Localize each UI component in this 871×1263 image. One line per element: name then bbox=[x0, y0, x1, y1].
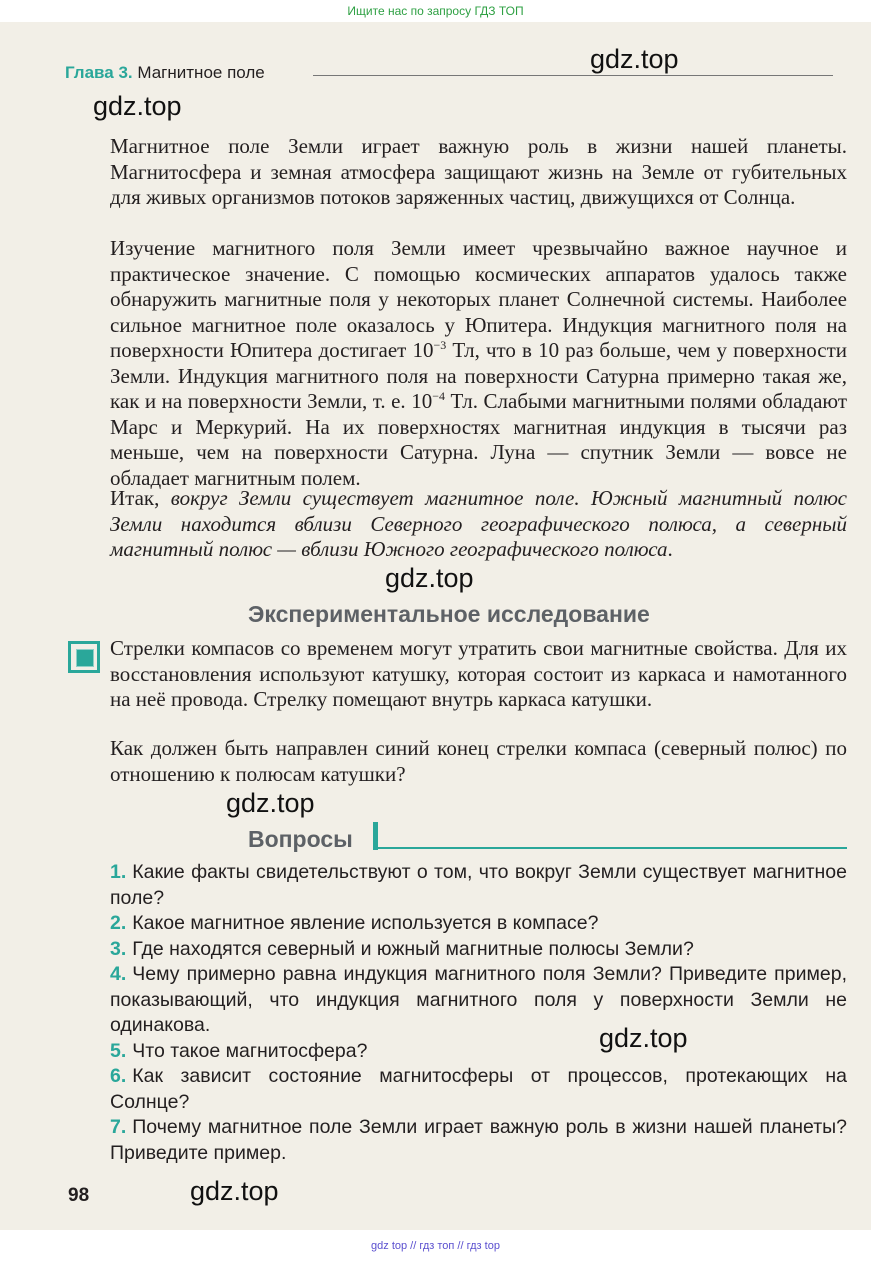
experiment-heading: Экспериментальное исследование bbox=[248, 601, 650, 627]
paragraph-2-text-c: Тл. Слабыми магнитными полями обладают Марс и Меркурий. На их поверхностях магнитная индукция в тысячи раз меньше, чем на поверхности Сатурна. Луна — спутник Земли — вовсе не обладает магнитным полем. bbox=[110, 389, 848, 490]
watermark: gdz.top bbox=[385, 563, 474, 593]
paragraph-2 bbox=[110, 236, 847, 491]
experiment-text bbox=[110, 636, 847, 713]
bottom-banner: gdz top // гдз топ // гдз top bbox=[371, 1240, 500, 1252]
paragraph-2-text-a: Изучение магнитного поля Земли имеет чрезвычайно важное научное и практическое значение. С помощью космических аппаратов удалось также обнаружить магнитные поля у некоторых планет Солнечной системы. Наиболее сильное магнитное поле оказалось у Юпитера. Индукция магнитного поля на поверхности Юпитера достигает 10 bbox=[110, 236, 847, 362]
question-text: Какое магнитное явление используется в компасе? bbox=[132, 912, 599, 934]
paragraph-3-end: . bbox=[667, 537, 673, 561]
question-text: Чему примерно равна индукция магнитного поля Земли? Приведите пример, показывающий, что индукция магнитного поля у поверхности Земли не одинакова. bbox=[110, 963, 847, 1036]
paragraph-2-text-b: Тл, что в 10 раз больше, чем у поверхности Земли. Индукция магнитного поля на поверхности Сатурна примерно такая же, как и на поверхности Земли, т. е. 10 bbox=[110, 338, 847, 413]
question-number: 4. bbox=[110, 963, 127, 985]
paragraph-1 bbox=[110, 134, 847, 211]
question-text: Что такое магнитосфера? bbox=[132, 1039, 368, 1062]
question-number: 6. bbox=[110, 1065, 127, 1087]
paragraph-3-lead: Итак, bbox=[110, 486, 171, 510]
watermark: gdz.top bbox=[226, 788, 315, 818]
watermark: gdz.top bbox=[93, 91, 182, 121]
question-text: Какие факты свидетельствуют о том, что вокруг Земли существует магнитное поле? bbox=[110, 861, 847, 909]
paragraph-3-conclusion: вокруг Земли существует магнитное поле. Южный магнитный полюс Земли находится вблизи Северного географического полюса, а северный магнитный полюс — вблизи Южного географического полюса bbox=[110, 486, 847, 561]
experiment-text-2: Как должен быть направлен синий конец стрелки компаса (северный полюс) по отношению к полюсам катушки? bbox=[110, 736, 847, 786]
list-item bbox=[110, 962, 847, 1039]
chapter-number: Глава 3. bbox=[65, 63, 133, 82]
questions-list bbox=[110, 860, 847, 1166]
paragraph-1-text: Магнитное поле Земли играет важную роль в жизни нашей планеты. Магнитосфера и земная атмосфера защищают жизнь на Земле от губительных для живых организмов потоков заряженных частиц, движущихся от Солнца. bbox=[110, 134, 847, 209]
list-item bbox=[110, 860, 847, 911]
list-item bbox=[110, 1064, 847, 1115]
experiment-question bbox=[110, 736, 847, 787]
experiment-icon bbox=[68, 641, 100, 673]
page-number: 98 bbox=[68, 1185, 90, 1206]
questions-heading-rule bbox=[373, 847, 847, 849]
question-text: Где находятся северный и южный магнитные полюсы Земли? bbox=[132, 937, 694, 960]
exponent-1: −3 bbox=[433, 338, 447, 352]
question-text: Как зависит состояние магнитосферы от процессов, протекающих на Солнце? bbox=[110, 1065, 847, 1113]
question-number: 1. bbox=[110, 861, 127, 883]
question-number: 7. bbox=[110, 1116, 127, 1138]
watermark: gdz.top bbox=[599, 1023, 688, 1053]
top-banner: Ищите нас по запросу ГДЗ ТОП bbox=[347, 4, 524, 18]
list-item bbox=[110, 1115, 847, 1166]
question-number: 3. bbox=[110, 937, 127, 960]
exponent-2: −4 bbox=[432, 389, 445, 403]
chapter-title: Магнитное поле bbox=[137, 63, 265, 82]
watermark: gdz.top bbox=[190, 1176, 279, 1206]
header-rule bbox=[313, 75, 833, 76]
question-text: Почему магнитное поле Земли играет важную роль в жизни нашей планеты? Приведите пример. bbox=[110, 1116, 847, 1164]
paragraph-3 bbox=[110, 486, 847, 563]
watermark: gdz.top bbox=[590, 44, 679, 74]
list-item bbox=[110, 937, 847, 963]
list-item bbox=[110, 1039, 847, 1065]
experiment-text-1: Стрелки компасов со временем могут утратить свои магнитные свойства. Для их восстановления используют катушку, которая состоит из каркаса и намотанного на неё провода. Стрелку помещают внутрь каркаса катушки. bbox=[110, 636, 847, 711]
question-number: 5. bbox=[110, 1039, 127, 1062]
question-number: 2. bbox=[110, 912, 127, 934]
questions-heading: Вопросы bbox=[248, 826, 353, 852]
questions-heading-bar bbox=[373, 822, 378, 850]
list-item bbox=[110, 911, 847, 937]
chapter-header bbox=[65, 63, 265, 83]
